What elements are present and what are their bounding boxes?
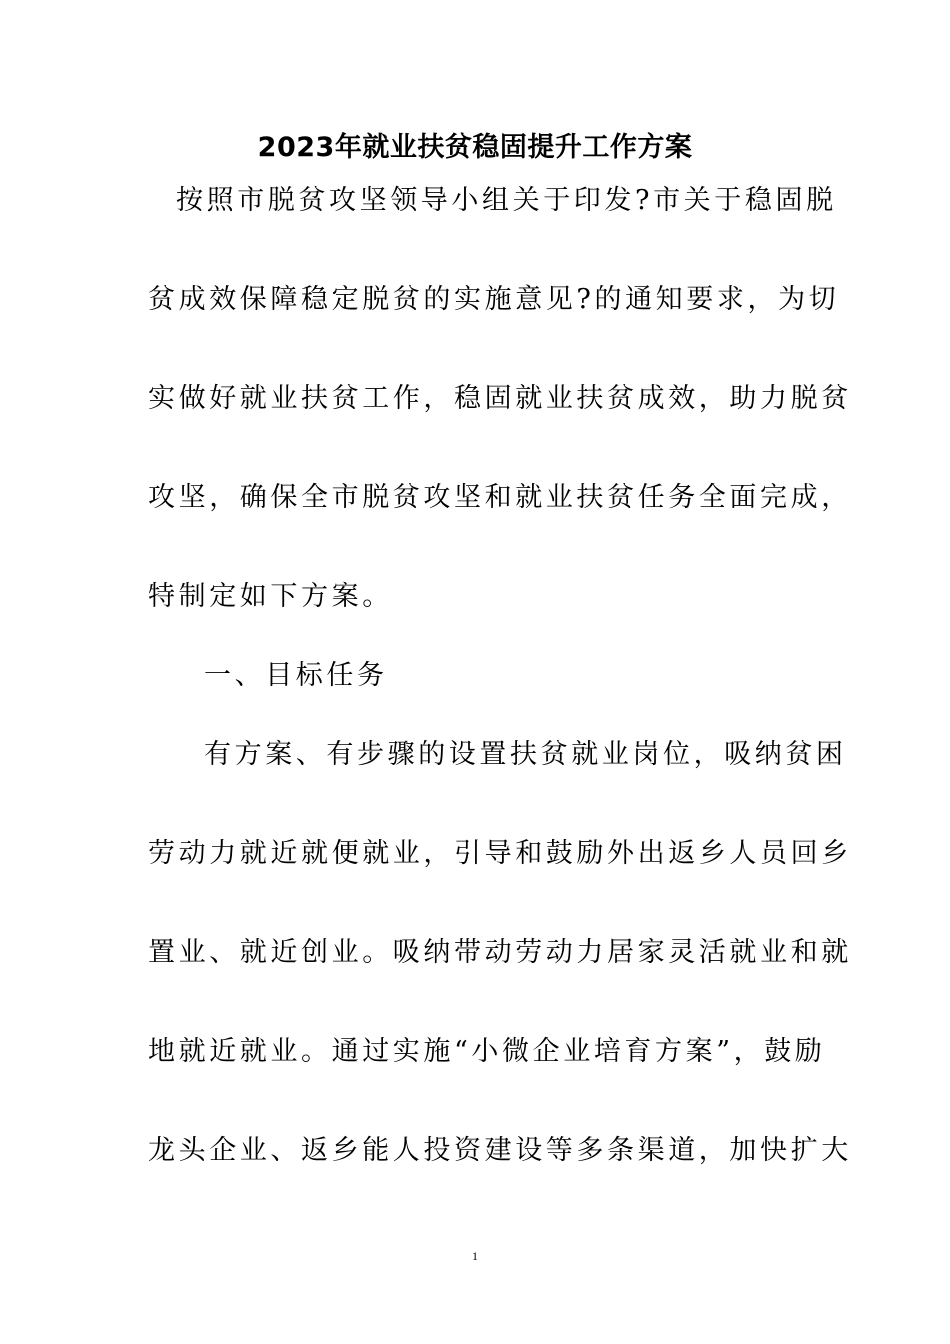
paragraph-line: 有方案、有步骤的设置扶贫就业岗位，吸纳贫困	[204, 739, 847, 770]
section-heading: 一、目标任务	[204, 660, 388, 691]
paragraph-line: 特制定如下方案。	[148, 581, 393, 612]
paragraph-line: 地就近就业。通过实施“小微企业培育方案”，鼓励	[148, 1036, 826, 1067]
paragraph-line: 置业、就近创业。吸纳带动劳动力居家灵活就业和就	[148, 937, 852, 968]
paragraph-line: 贫成效保障稳定脱贫的实施意见?的通知要求，为切	[148, 284, 840, 315]
document-title: 2023年就业扶贫稳固提升工作方案	[257, 132, 693, 163]
paragraph-line: 攻坚，确保全市脱贫攻坚和就业扶贫任务全面完成，	[148, 482, 852, 513]
paragraph-line: 实做好就业扶贫工作，稳固就业扶贫成效，助力脱贫	[148, 383, 852, 414]
paragraph-line: 龙头企业、返乡能人投资建设等多条渠道，加快扩大	[148, 1135, 852, 1166]
paragraph-line: 按照市脱贫攻坚领导小组关于印发?市关于稳固脱	[176, 185, 837, 216]
page-number: 1	[472, 1249, 478, 1263]
paragraph-line: 劳动力就近就便就业，引导和鼓励外出返乡人员回乡	[148, 838, 852, 869]
